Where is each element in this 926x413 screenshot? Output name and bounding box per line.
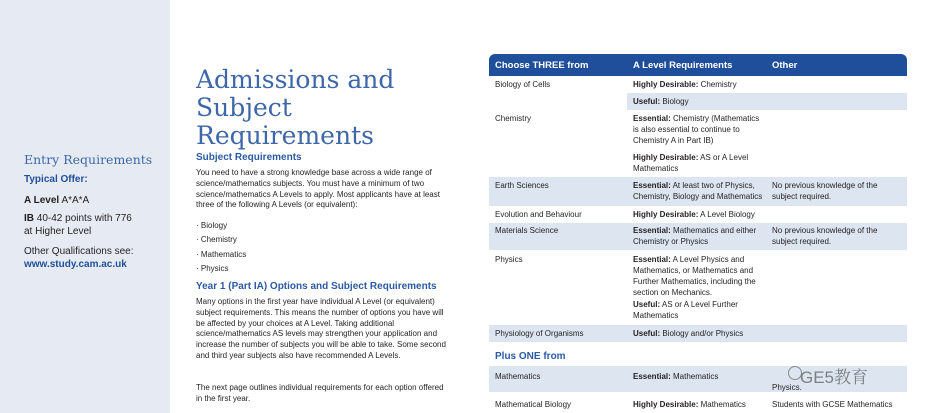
requirement-cell: Useful: Biology and/or Physics: [633, 329, 744, 338]
requirement-cell: Highly Desirable: Mathematics: [633, 400, 746, 409]
subject-cell: Physiology of Organisms: [495, 329, 584, 338]
page-title-line2: Subject Requirements: [196, 93, 374, 150]
header-a-level-requirements: A Level Requirements: [633, 60, 733, 71]
bullet-biology: · Biology: [196, 221, 228, 230]
requirement-cell: Highly Desirable: A Level Biology: [633, 210, 755, 219]
subject-cell: Earth Sciences: [495, 181, 549, 190]
table-row-earth-sciences: [489, 177, 907, 207]
ib-value-line2: at Higher Level: [24, 225, 92, 237]
useful-cell: Useful: AS or A Level Further Mathematics: [633, 300, 738, 320]
requirement-cell: Essential: A Level Physics and Mathematics, or Mathematics and Further Mathematics, including the section on Mechanics.: [633, 255, 756, 297]
other-qualifications-label: Other Qualifications see:: [24, 246, 134, 257]
plus-one-heading: Plus ONE from: [495, 351, 566, 362]
page-title-line1: Admissions and: [196, 65, 395, 94]
header-other: Other: [772, 60, 798, 71]
bullet-chemistry: · Chemistry: [196, 235, 237, 245]
ib-offer: [24, 213, 164, 238]
page-title: [196, 66, 466, 150]
useful-cell: Useful: Biology: [633, 97, 689, 106]
subject-requirements-paragraph: You need to have a strong knowledge base across a wide range of science/mathematics subjects. You must have a minimum of two science/mathematics A Levels to apply. Most applicants have at least three of the following A Levels (or equivalent):: [196, 168, 440, 210]
subject-cell: Physics: [495, 255, 523, 264]
table-row-physics: [489, 251, 907, 325]
highly-desirable-cell: Highly Desirable: AS or A Level Mathematics: [633, 153, 749, 173]
requirement-cell: Highly Desirable: Chemistry: [633, 80, 737, 89]
subject-cell: Biology of Cells: [495, 80, 551, 89]
year1-heading: Year 1 (Part IA) Options and Subject Requirements: [196, 281, 437, 292]
typical-offer-label: Typical Offer:: [24, 174, 88, 185]
bullet-physics: · Physics: [196, 263, 229, 273]
next-page-paragraph: The next page outlines individual requirements for each option offered in the first year.: [196, 383, 444, 403]
ib-label: IB: [24, 213, 34, 224]
table-row-biology-of-cells: [489, 76, 907, 110]
subject-cell: Evolution and Behaviour: [495, 210, 582, 219]
entry-requirements-sidebar: [0, 0, 170, 413]
other-cell: No previous knowledge of the subject required.: [772, 226, 878, 246]
sidebar-title: Entry Requirements: [24, 152, 153, 167]
requirement-cell: Essential: Mathematics: [633, 372, 719, 381]
other-cell: No previous knowledge of the subject required.: [772, 181, 878, 201]
header-choose-three: Choose THREE from: [495, 60, 589, 71]
a-level-offer: [24, 195, 164, 208]
a-level-bullet-list: [196, 219, 246, 276]
requirement-cell: Essential: At least two of Physics, Chemistry, Biology and Mathematics: [633, 181, 763, 201]
subject-cell: Mathematics: [495, 372, 541, 381]
subject-cell: Materials Science: [495, 226, 559, 235]
bullet-mathematics: · Mathematics: [196, 249, 247, 259]
subject-cell: Chemistry: [495, 114, 532, 123]
table-row-materials-science: [489, 223, 907, 251]
study-cam-link[interactable]: www.study.cam.ac.uk: [24, 259, 127, 270]
table-row-physiology: [489, 325, 907, 343]
a-level-label: A Level: [24, 195, 60, 206]
watermark-text: GE5教育: [800, 368, 869, 387]
table-row-mathematical-biology: [489, 393, 907, 413]
other-cell: Physics.: [772, 383, 802, 392]
subject-cell: Mathematical Biology: [495, 400, 572, 409]
year1-paragraph: Many options in the first year have individual A Level (or equivalent) subject requirements. This means the number of options you have will be affected by your choices at A Level. Taking additional science/mathematics AS levels may strengthen your application and increase the number of subjects you will be able to take. Some second and third year subjects also have recommended A Levels.: [196, 297, 446, 360]
table-row-evolution: [489, 207, 907, 223]
other-cell: Students with GCSE Mathematics: [772, 400, 893, 409]
subject-requirements-heading: Subject Requirements: [196, 152, 302, 163]
requirement-cell: Essential: Mathematics and either Chemistry or Physics: [633, 226, 757, 246]
table-header: [489, 54, 907, 76]
requirement-cell: Essential: Chemistry (Mathematics is also essential to continue to Chemistry A in Part IB): [633, 114, 760, 145]
a-level-value: A*A*A: [61, 195, 90, 206]
ib-value-line1: 40-42 points with 776: [36, 213, 132, 224]
table-row-chemistry: [489, 110, 907, 177]
